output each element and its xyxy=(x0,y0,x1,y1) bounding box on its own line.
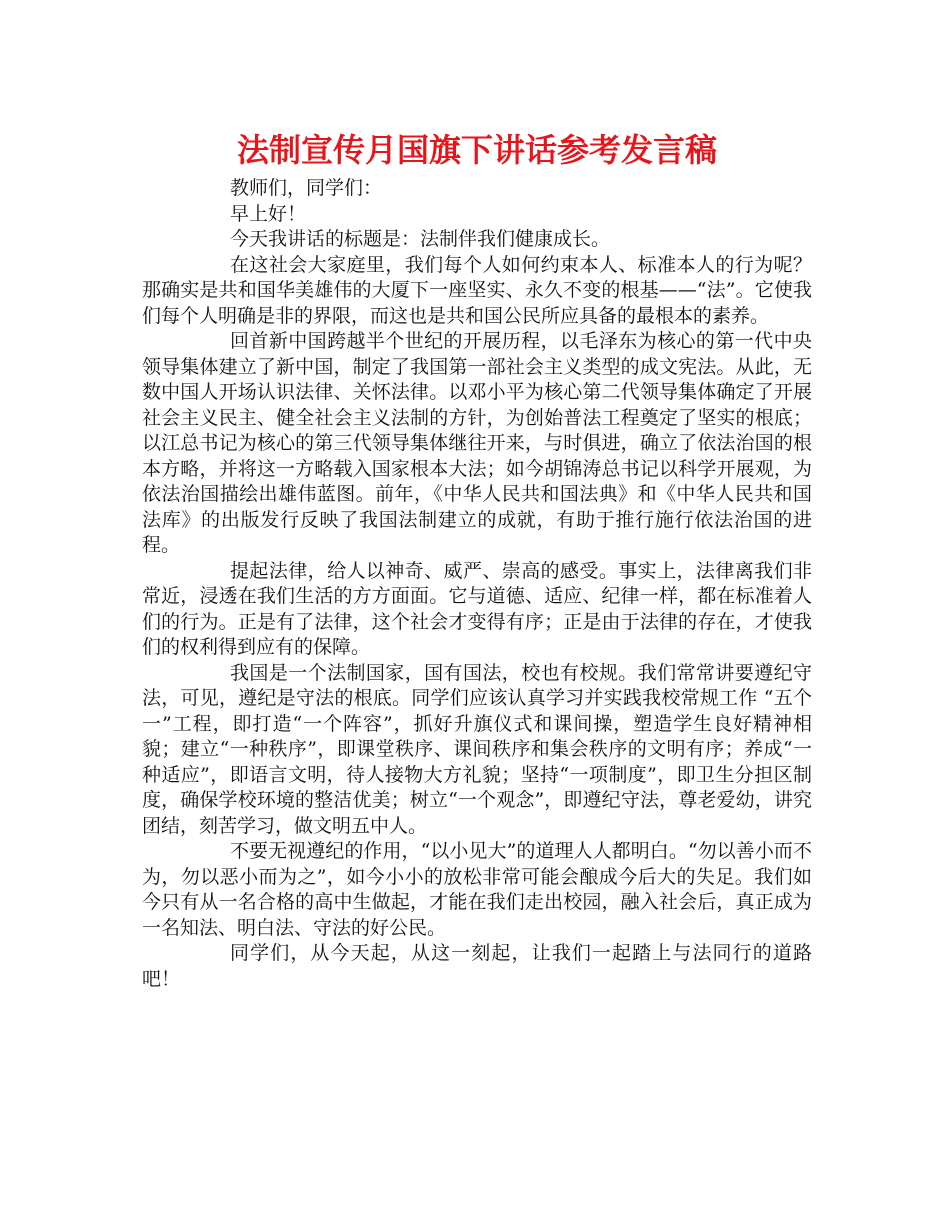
paragraph: 不要无视遵纪的作用，“以小见大”的道理人人都明白。“勿以善小而不为，勿以恶小而为之”，如今小小的放松非常可能会酿成今后大的失足。我们如今只有从一名合格的高中生做起，才能在我们走出校园，融入社会后，真正成为一名知法、明白法、守法的好公民。 xyxy=(142,840,812,939)
document-page xyxy=(142,118,812,992)
paragraph: 回首新中国跨越半个世纪的开展历程，以毛泽东为核心的第一代中央领导集体建立了新中国，制定了我国第一部社会主义类型的成文宪法。从此，无数中国人开场认识法律、关怀法律。以邓小平为核心第二代领导集体确定了开展社会主义民主、健全社会主义法制的方针，为创始普法工程奠定了坚实的根底；以江总书记为核心的第三代领导集体继往开来，与时俱进，确立了依法治国的根本方略，并将这一方略载入国家根本大法；如今胡锦涛总书记以科学开展观，为依法治国描绘出雄伟蓝图。前年，《中华人民共和国法典》和《中华人民共和国法库》的出版发行反映了我国法制建立的成就，有助于推行施行依法治国的进程。 xyxy=(142,330,812,556)
paragraph: 我国是一个法制国家，国有国法，校也有校规。我们常常讲要遵纪守法，可见，遵纪是守法的根底。同学们应该认真学习并实践我校常规工作 “五个一”工程，即打造“一个阵容”，抓好升旗仪式和课间操，塑造学生良好精神相貌；建立“一种秩序”，即课堂秩序、课间秩序和集会秩序的文明有序；养成“一种适应”，即语言文明，待人接物大方礼貌；坚持“一项制度”，即卫生分担区制度，确保学校环境的整洁优美；树立“一个观念”，即遵纪守法，尊老爱幼，讲究团结，刻苦学习，做文明五中人。 xyxy=(142,661,812,837)
paragraph: 提起法律，给人以神奇、威严、崇高的感受。事实上，法律离我们非常近，浸透在我们生活的方方面面。它与道德、适应、纪律一样，都在标准着人们的行为。正是有了法律，这个社会才变得有序；正是由于法律的存在，才使我们的权利得到应有的保障。 xyxy=(142,559,812,658)
paragraph-morning: 早上好！ xyxy=(230,202,307,225)
paragraph: 在这社会大家庭里，我们每个人如何约束本人、标准本人的行为呢？那确实是共和国华美雄伟的大厦下一座坚实、永久不变的根基——“法”。它使我们每个人明确是非的界限，而这也是共和国公民所应具备的最根本的素养。 xyxy=(142,253,812,327)
paragraph-closing: 同学们，从今天起，从这一刻起，让我们一起踏上与法同行的道路吧！ xyxy=(142,942,812,990)
paragraph-topic: 今天我讲话的标题是：法制伴我们健康成长。 xyxy=(230,228,611,250)
document-title: 法制宣传月国旗下讲话参考发言稿 xyxy=(236,131,717,169)
paragraph-greeting: 教师们，同学们： xyxy=(230,177,383,199)
document-body xyxy=(142,176,812,992)
